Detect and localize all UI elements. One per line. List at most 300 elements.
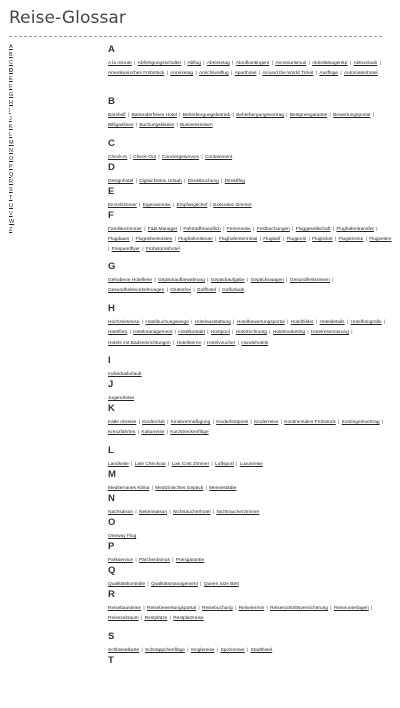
glossary-term-link[interactable]: Hotelbuchungswege — [145, 320, 189, 325]
term-separator: | — [201, 61, 206, 66]
term-separator: | — [204, 485, 209, 491]
glossary-term-link[interactable]: Check-In — [108, 154, 128, 160]
glossary-term-link[interactable]: Landseite — [108, 461, 129, 467]
glossary-term-link[interactable]: Kontingentvertrag — [341, 419, 380, 425]
term-separator: | — [171, 340, 176, 346]
glossary-term-link[interactable]: Flugpreis — [286, 236, 307, 242]
glossary-list — [108, 40, 393, 668]
term-separator: | — [150, 485, 155, 491]
glossary-term-link[interactable]: Pärchenbonus — [138, 557, 170, 563]
term-separator: | — [336, 419, 341, 425]
alphabet-link-l[interactable]: L — [9, 131, 13, 138]
term-separator: | — [330, 278, 334, 283]
alphabet-link-j[interactable]: J — [9, 115, 12, 122]
term-separator: | — [146, 581, 150, 587]
glossary-term-link[interactable]: Flugdauer — [108, 236, 130, 242]
term-separator: | — [108, 247, 111, 253]
glossary-term-link[interactable]: Reisebuchung — [202, 605, 233, 611]
glossary-term-link[interactable]: Hotelmanagement — [133, 330, 173, 336]
glossary-term-link[interactable]: Beherbergungsbetrieb — [182, 112, 231, 118]
glossary-term-link[interactable]: Aktivitätsagentur — [312, 61, 348, 66]
glossary-term-link[interactable]: Kalte Abreise — [108, 419, 137, 425]
alphabet-link-n[interactable]: N — [9, 147, 13, 154]
glossary-term-link[interactable]: Hotelvoucher — [207, 340, 236, 346]
term-separator: | — [140, 647, 145, 653]
term-separator: | — [208, 202, 213, 208]
glossary-term-link[interactable]: Hoteldetails — [319, 320, 345, 325]
term-separator: | — [307, 61, 312, 66]
glossary-section-p — [108, 540, 393, 561]
glossary-term-link[interactable]: Gepäckaufbewahrung — [157, 278, 205, 283]
glossary-term-link[interactable]: Beherbergungsvertrag — [236, 112, 284, 118]
term-separator: | — [382, 320, 386, 325]
glossary-term-link[interactable]: Amerikanisches Frühstück — [108, 71, 165, 77]
term-separator: | — [249, 419, 254, 425]
term-separator: | — [165, 429, 170, 435]
term-separator: | — [175, 122, 180, 128]
glossary-term-link[interactable]: Buchungsklasse — [139, 122, 175, 128]
term-separator: | — [284, 278, 289, 283]
term-list — [108, 276, 393, 297]
section-letter: T — [108, 654, 114, 666]
glossary-term-link[interactable]: Anschlussflug — [199, 71, 229, 77]
glossary-term-link[interactable]: Flugzeiten — [369, 236, 392, 242]
term-list — [108, 111, 393, 132]
term-separator: | — [134, 122, 139, 128]
term-separator: | — [245, 278, 250, 283]
term-separator: | — [134, 178, 139, 184]
section-letter: C — [108, 137, 115, 149]
term-list — [108, 225, 393, 256]
glossary-term-link[interactable]: Luxusreise — [239, 461, 263, 467]
term-separator: | — [328, 605, 333, 611]
term-separator: | — [130, 236, 135, 242]
term-separator: | — [171, 202, 176, 208]
term-separator: | — [251, 226, 256, 232]
glossary-term-link[interactable]: Around the World Ticket — [262, 71, 314, 77]
term-separator: | — [165, 419, 170, 425]
term-separator: | — [279, 419, 284, 425]
glossary-term-link[interactable]: Singlereise — [190, 647, 215, 653]
term-separator: | — [197, 605, 201, 611]
glossary-term-link[interactable]: Gepäckwaagen — [250, 278, 284, 283]
glossary-term-link[interactable]: Ausflüge — [319, 71, 339, 77]
glossary-section-c — [108, 137, 393, 158]
glossary-term-link[interactable]: Golfhotel — [196, 288, 217, 294]
term-separator: | — [234, 461, 239, 467]
term-separator: | — [185, 647, 190, 653]
alphabet-link-k[interactable]: K — [9, 123, 13, 130]
glossary-term-link[interactable]: Luftsport — [215, 461, 234, 467]
glossary-term-link[interactable]: Digital Detox Urlaub — [139, 178, 182, 184]
section-letter: H — [108, 303, 115, 314]
term-separator: | — [314, 320, 319, 325]
term-separator: | — [177, 112, 182, 118]
section-letter: L — [108, 444, 114, 456]
term-separator: | — [168, 615, 173, 621]
term-separator: | — [328, 112, 333, 118]
glossary-term-link[interactable]: Aktivurlaub — [353, 61, 378, 66]
term-list — [108, 59, 393, 80]
section-letter: P — [108, 540, 115, 552]
term-separator: | — [265, 605, 270, 611]
section-letter: G — [108, 261, 116, 272]
glossary-term-link[interactable]: Hotelfoto — [108, 330, 128, 336]
glossary-term-link[interactable]: Direktflug — [224, 178, 245, 184]
term-separator: | — [245, 647, 250, 653]
glossary-term-link[interactable]: Conciergeservice — [161, 154, 200, 160]
glossary-term-link[interactable]: Hundehotels — [241, 340, 269, 346]
term-separator: | — [219, 178, 224, 184]
term-separator: | — [182, 61, 187, 66]
term-separator: | — [142, 226, 147, 232]
glossary-term-link[interactable]: Nachsaison — [108, 509, 134, 515]
glossary-section-i — [108, 354, 393, 375]
section-letter: M — [108, 468, 116, 480]
glossary-term-link[interactable]: Reiseunterlagen — [333, 605, 369, 611]
term-separator: | — [231, 320, 236, 325]
term-list — [108, 604, 393, 625]
term-separator: | — [205, 330, 210, 336]
glossary-term-link[interactable]: Aparthotel — [234, 71, 257, 77]
glossary-term-link[interactable]: Kinderfestpreis — [216, 419, 249, 425]
term-separator: | — [142, 605, 146, 611]
term-separator: | — [281, 236, 286, 242]
alphabet-link-v[interactable]: V — [9, 211, 13, 218]
alphabet-link-a[interactable]: A — [9, 44, 13, 50]
term-separator: | — [134, 509, 138, 515]
term-separator: | — [126, 112, 131, 118]
glossary-term-link[interactable]: Nichtraucherzimmer — [216, 509, 260, 515]
term-separator: | — [339, 71, 343, 77]
term-separator: | — [189, 320, 194, 325]
glossary-term-link[interactable]: Frühstückshotel — [145, 247, 180, 253]
term-separator: | — [165, 71, 170, 77]
glossary-term-link[interactable]: Queen Size Bett — [203, 581, 239, 587]
term-separator: | — [285, 320, 290, 325]
term-separator: | — [290, 226, 295, 232]
term-separator: | — [210, 461, 215, 467]
term-separator: | — [307, 236, 312, 242]
term-separator: | — [333, 236, 338, 242]
glossary-term-link[interactable]: Businessreisen — [180, 122, 213, 128]
glossary-term-link[interactable]: Qualitätsmanagement — [150, 581, 198, 587]
term-separator: | — [182, 178, 187, 184]
glossary-term-link[interactable]: Kreuzfahrten — [108, 429, 136, 435]
glossary-term-link[interactable]: Restplatzreise — [173, 615, 204, 621]
glossary-term-link[interactable]: Anreisetag — [170, 71, 194, 77]
glossary-term-link[interactable]: Schnäppchenflüge — [145, 647, 185, 653]
section-letter: N — [108, 492, 115, 504]
term-separator: | — [132, 61, 137, 66]
glossary-term-link[interactable]: Reisetermin — [238, 605, 265, 611]
glossary-term-link[interactable]: Golfurlaub — [222, 288, 245, 294]
glossary-term-link[interactable]: Mediterranes Klima — [108, 485, 150, 491]
glossary-term-link[interactable]: Gepäckaufgabe — [210, 278, 245, 283]
glossary-term-link[interactable]: Hotelrechnung — [235, 330, 267, 336]
glossary-term-link[interactable]: Restplätze — [144, 615, 168, 621]
glossary-term-link[interactable]: Parkservice — [108, 557, 134, 563]
term-separator: | — [231, 112, 236, 118]
glossary-term-link[interactable]: Nichtraucherhotel — [172, 509, 211, 515]
glossary-term-link[interactable]: Oneway Flug — [108, 533, 137, 539]
term-separator: | — [314, 71, 319, 77]
alphabet-link-s[interactable]: S — [9, 187, 13, 194]
glossary-section-o — [108, 516, 393, 537]
glossary-term-link[interactable]: Nebensaison — [139, 509, 168, 515]
glossary-term-link[interactable]: Fahrradfreundlich — [183, 226, 221, 232]
term-separator: | — [369, 605, 373, 611]
term-separator: | — [364, 236, 369, 242]
glossary-term-link[interactable]: Billigairlines — [108, 122, 134, 128]
alphabet-link-f[interactable]: F — [9, 83, 13, 90]
glossary-term-link[interactable]: A la minute — [108, 61, 132, 66]
glossary-term-link[interactable]: Kulturreise — [141, 429, 165, 435]
glossary-term-link[interactable]: Reiserücktrittsversicherung — [270, 605, 328, 611]
alphabet-link-t[interactable]: T — [9, 195, 13, 202]
term-separator: | — [165, 288, 170, 294]
glossary-term-link[interactable]: Late Checkout — [134, 461, 166, 467]
term-separator: | — [128, 154, 133, 160]
glossary-term-link[interactable]: Hotelfotografie — [350, 320, 382, 325]
alphabet-link-e[interactable]: E — [9, 75, 13, 82]
alphabet-link-w[interactable]: W — [9, 219, 15, 226]
section-letter: E — [108, 185, 115, 197]
glossary-term-link[interactable]: Jugendreise — [108, 395, 135, 401]
glossary-term-link[interactable]: Flughafensteuer — [178, 236, 213, 242]
glossary-term-link[interactable]: F&B Manager — [147, 226, 178, 232]
alphabet-link-p[interactable]: P — [9, 163, 13, 170]
term-separator: | — [267, 330, 272, 336]
term-list — [108, 318, 393, 349]
term-separator: | — [211, 419, 216, 425]
term-separator: | — [258, 236, 263, 242]
term-separator: | — [236, 340, 241, 346]
term-separator: | — [215, 647, 220, 653]
glossary-term-link[interactable]: Containment — [204, 154, 233, 160]
glossary-term-link[interactable]: Familienzimmer — [108, 226, 142, 232]
glossary-section-k — [108, 402, 393, 441]
term-separator: | — [139, 615, 144, 621]
term-separator: | — [134, 557, 138, 563]
alphabet-link-q[interactable]: Q — [9, 171, 14, 178]
glossary-section-j — [108, 378, 393, 399]
alphabet-link-h[interactable]: H — [9, 99, 13, 106]
glossary-term-link[interactable]: Ferienreise — [226, 226, 251, 232]
alphabet-link-g[interactable]: G — [9, 91, 14, 98]
term-separator: | — [257, 71, 262, 77]
term-separator: | — [137, 202, 142, 208]
glossary-term-link[interactable]: Einzelzimmer — [108, 202, 137, 208]
glossary-term-link[interactable]: Reisezeitraum — [108, 615, 139, 621]
term-separator: | — [306, 330, 311, 336]
glossary-term-link[interactable]: Kurzstreckenflüge — [170, 429, 209, 435]
term-separator: | — [173, 330, 178, 336]
glossary-term-link[interactable]: Hotelbewertungsportal — [236, 320, 285, 325]
term-separator: | — [137, 419, 142, 425]
alphabet-link-b[interactable]: B — [9, 51, 13, 58]
glossary-term-link[interactable]: Messestädte — [209, 485, 237, 491]
glossary-term-link[interactable]: Hotelkontakt — [178, 330, 205, 336]
glossary-term-link[interactable]: Hotels mit Badeeinrichtungen — [108, 340, 171, 346]
glossary-term-link[interactable]: Kinderermäßigung — [170, 419, 211, 425]
term-separator: | — [173, 236, 178, 242]
term-separator: | — [348, 61, 353, 66]
glossary-term-link[interactable]: Stadthotel — [250, 647, 273, 653]
glossary-term-link[interactable]: Individualurlaub — [108, 371, 142, 377]
term-separator: | — [157, 154, 161, 160]
glossary-term-link[interactable]: Frequentflyer — [111, 247, 140, 253]
section-letter: B — [108, 95, 115, 107]
glossary-section-f — [108, 209, 393, 258]
term-separator: | — [136, 429, 141, 435]
section-letter: S — [108, 630, 115, 642]
glossary-section-a — [108, 43, 393, 92]
glossary-section-s — [108, 630, 393, 651]
glossary-term-link[interactable]: Low Cost Zimmer — [171, 461, 210, 467]
term-separator: | — [233, 605, 238, 611]
term-separator: | — [378, 61, 381, 66]
alphabet-link-m[interactable]: M — [9, 139, 14, 146]
glossary-term-link[interactable]: Festbuchungen — [256, 226, 290, 232]
term-separator: | — [331, 226, 336, 232]
glossary-term-link[interactable]: Abrufkontingent — [235, 61, 270, 66]
term-separator: | — [205, 278, 210, 283]
glossary-term-link[interactable]: Hotelbilder — [290, 320, 314, 325]
term-separator: | — [153, 278, 157, 283]
glossary-term-link[interactable]: Schlüsselkarte — [108, 647, 140, 653]
term-separator: | — [140, 247, 145, 253]
term-separator: | — [168, 509, 172, 515]
term-separator: | — [270, 61, 275, 66]
term-separator: | — [200, 154, 204, 160]
glossary-section-r — [108, 588, 393, 627]
term-separator: | — [230, 330, 235, 336]
glossary-section-b — [108, 95, 393, 134]
term-list — [108, 418, 393, 439]
glossary-term-link[interactable]: Spezimmer — [220, 647, 245, 653]
term-separator: | — [371, 112, 375, 118]
alphabet-link-o[interactable]: O — [9, 155, 14, 162]
glossary-section-q — [108, 564, 393, 585]
alphabet-link-r[interactable]: R — [9, 179, 13, 186]
term-separator: | — [380, 419, 384, 425]
term-separator: | — [213, 236, 218, 242]
glossary-term-link[interactable]: Reisebewertungsportal — [147, 605, 197, 611]
term-separator: | — [128, 330, 133, 336]
alphabet-link-c[interactable]: C — [9, 59, 13, 66]
glossary-section-e — [108, 185, 393, 206]
term-separator: | — [192, 288, 196, 294]
glossary-term-link[interactable]: Gesundheitsvorkehrungen — [108, 288, 165, 294]
glossary-term-link[interactable]: Fluggesellschaft — [295, 226, 331, 232]
glossary-term-link[interactable]: Abflug — [187, 61, 201, 66]
glossary-term-link[interactable]: Automatenhotel — [343, 71, 378, 77]
term-separator: | — [140, 320, 145, 325]
glossary-term-link[interactable]: Abreisetag — [206, 61, 230, 66]
glossary-term-link[interactable]: Flughafentransfer — [336, 226, 374, 232]
glossary-term-link[interactable]: Empfangschef — [176, 202, 208, 208]
glossary-term-link[interactable]: Designhotel — [108, 178, 134, 184]
glossary-term-link[interactable]: Kinderclub — [142, 419, 165, 425]
glossary-term-link[interactable]: Aerotourismus — [275, 61, 307, 66]
alphabet-link-z[interactable]: Z — [9, 227, 13, 234]
glossary-term-link[interactable]: Flugticket — [312, 236, 333, 242]
glossary-section-g — [108, 260, 393, 299]
glossary-term-link[interactable]: Bestpreisgarantie — [289, 112, 328, 118]
term-separator: | — [345, 320, 350, 325]
glossary-term-link[interactable]: Flughafenterminal — [218, 236, 258, 242]
term-separator: | — [349, 330, 353, 336]
section-letter: J — [108, 378, 114, 390]
term-separator: | — [202, 340, 207, 346]
glossary-term-link[interactable]: Hotelmarketing — [272, 330, 306, 336]
term-separator: | — [230, 61, 235, 66]
glossary-term-link[interactable]: Direktbuchung — [187, 178, 219, 184]
term-separator: | — [178, 226, 183, 232]
page-title: Reise-Glossar — [9, 8, 127, 28]
glossary-term-link[interactable]: Hochzeitsreise — [108, 320, 140, 325]
section-letter: D — [108, 161, 115, 173]
title-divider — [9, 36, 382, 37]
glossary-term-link[interactable]: Glutenfrei — [170, 288, 191, 294]
glossary-section-m — [108, 468, 393, 489]
glossary-term-link[interactable]: Gesundheitsreisen — [289, 278, 330, 283]
term-separator: | — [217, 288, 222, 294]
glossary-term-link[interactable]: Executive Zimmer — [213, 202, 252, 208]
term-separator: | — [198, 581, 203, 587]
alphabet-link-i[interactable]: I — [9, 107, 11, 114]
glossary-term-link[interactable]: Qualitätskontrolle — [108, 581, 146, 587]
glossary-term-link[interactable]: Gehobene Hotellerie — [108, 278, 153, 283]
glossary-term-link[interactable]: Bartenderfreies Hotel — [131, 112, 177, 118]
glossary-section-l — [108, 444, 393, 465]
glossary-term-link[interactable]: Preisgarantie — [175, 557, 205, 563]
glossary-term-link[interactable]: Reisebausteine — [108, 605, 142, 611]
term-separator: | — [211, 509, 216, 515]
glossary-term-link[interactable]: Hostpool — [210, 330, 230, 336]
glossary-term-link[interactable]: Check-Out — [133, 154, 157, 160]
section-letter: R — [108, 588, 115, 600]
glossary-term-link[interactable]: Flugtarif — [263, 236, 281, 242]
glossary-term-link[interactable]: Medizinisches Gepäck — [155, 485, 204, 491]
section-letter: Q — [108, 564, 116, 576]
glossary-term-link[interactable]: Hotelausstattung — [194, 320, 231, 325]
glossary-term-link[interactable]: Bewertungsportal — [333, 112, 371, 118]
glossary-term-link[interactable]: Eigenanreise — [142, 202, 171, 208]
glossary-term-link[interactable]: Kinderreise — [254, 419, 279, 425]
term-separator: | — [374, 226, 378, 232]
term-separator: | — [221, 226, 226, 232]
glossary-term-link[interactable]: Hotelsterne — [176, 340, 202, 346]
alphabet-index — [9, 44, 23, 235]
glossary-section-d — [108, 161, 393, 182]
glossary-term-link[interactable]: Hotelreservierung — [311, 330, 349, 336]
glossary-term-link[interactable]: Flugnebenkosten — [135, 236, 173, 242]
glossary-term-link[interactable]: Flugstrecke — [338, 236, 364, 242]
glossary-section-h — [108, 302, 393, 351]
section-letter: F — [108, 209, 114, 221]
section-letter: O — [108, 516, 116, 528]
section-letter: I — [108, 354, 111, 366]
term-separator: | — [284, 112, 289, 118]
alphabet-link-u[interactable]: U — [9, 203, 13, 210]
term-separator: | — [166, 461, 171, 467]
glossary-term-link[interactable]: Abfertigungsschalter — [137, 61, 182, 66]
glossary-term-link[interactable]: Kontinentales Frühstück — [284, 419, 336, 425]
glossary-term-link[interactable]: Barshelf — [108, 112, 126, 118]
alphabet-link-d[interactable]: D — [9, 67, 13, 74]
